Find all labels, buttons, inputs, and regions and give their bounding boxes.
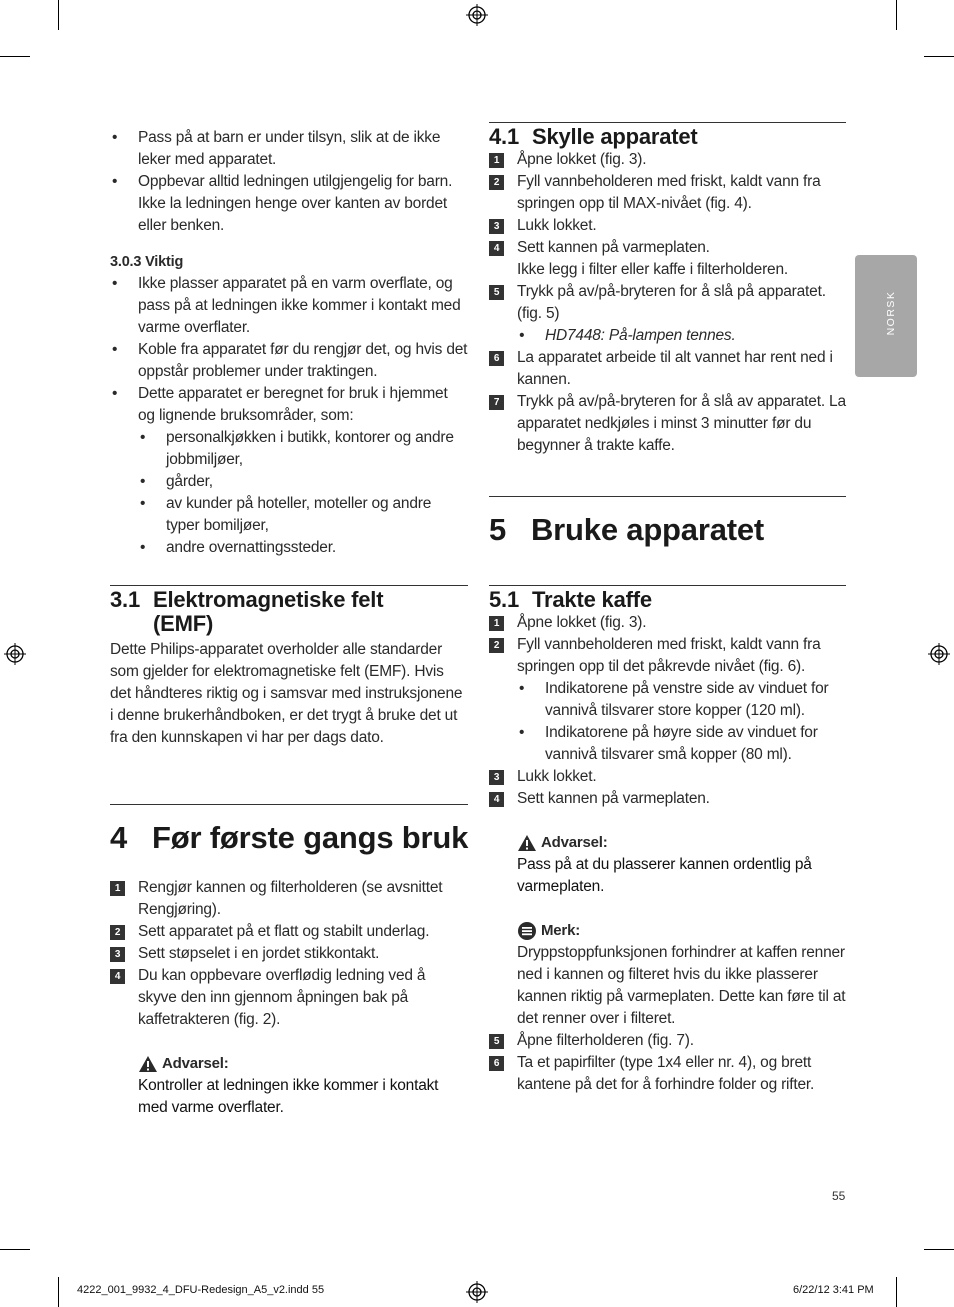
footer-file-info: 4222_001_9932_4_DFU-Redesign_A5_v2.indd 55 <box>77 1284 325 1296</box>
warning-title: Advarsel: <box>138 1053 468 1075</box>
section-rule <box>489 585 846 586</box>
footer-date: 6/22/12 3:41 PM <box>793 1284 874 1296</box>
list-item: • Dette apparatet er beregnet for bruk i hjemmet og lignende bruksområder, som: <box>110 383 468 427</box>
crop-mark <box>924 56 954 57</box>
step-note: Ikke legg i filter eller kaffe i filterholderen. <box>517 261 788 278</box>
section-4-1 <box>489 125 847 457</box>
step-item: 6 La apparatet arbeide til alt vannet har rent ned i kannen. <box>489 347 847 391</box>
list-item: • andre overnattingssteder. <box>110 537 468 559</box>
step-item: 2 Sett apparatet på et flatt og stabilt underlag. <box>110 921 468 943</box>
list-item: • av kunder på hoteller, moteller og andre typer bomiljøer, <box>110 493 468 537</box>
language-side-tab <box>855 255 917 377</box>
step-item: 4 Sett kannen på varmeplaten. Ikke legg i filter eller kaffe i filterholderen. <box>489 237 847 281</box>
section-5-1 <box>489 588 847 1096</box>
list-item: • Ikke plasser apparatet på en varm overflate, og pass på at ledningen ikke kommer i kontakt med varme overflater. <box>110 273 468 339</box>
list-item: • personalkjøkken i butikk, kontorer og andre jobbmiljøer, <box>110 427 468 471</box>
step-item: 2 Fyll vannbeholderen med friskt, kaldt vann fra springen opp til MAX-nivået (fig. 4). <box>489 171 847 215</box>
warning-text: Pass på at du plasserer kannen ordentlig på varmeplaten. <box>517 856 812 895</box>
step-item: 1 Åpne lokket (fig. 3). <box>489 149 847 171</box>
warning-icon <box>517 834 537 852</box>
step-item: 4 Du kan oppbevare overflødig ledning ved å skyve den inn gjennom åpningen bak på kaffetrakteren (fig. 2). <box>110 965 468 1031</box>
step-item: 5 Åpne filterholderen (fig. 7). <box>489 1030 847 1052</box>
section-rule <box>110 585 468 586</box>
chapter-rule <box>489 496 846 497</box>
step-item: 1 Rengjør kannen og filterholderen (se avsnittet Rengjøring). <box>110 877 468 921</box>
section-rule <box>489 122 846 123</box>
crop-mark <box>0 56 30 57</box>
emf-section <box>110 588 468 749</box>
step-item: 5 Trykk på av/på-bryteren for å slå på apparatet. (fig. 5) <box>489 281 847 325</box>
crop-mark <box>896 0 897 30</box>
warning-text: Kontroller at ledningen ikke kommer i kontakt med varme overflater. <box>138 1077 439 1116</box>
step-item: 3 Lukk lokket. <box>489 766 847 788</box>
section-number: 4.1 <box>489 124 519 149</box>
side-tab-label: NORSK <box>885 290 897 336</box>
chapter-title: Før første gangs bruk <box>152 820 469 855</box>
step-item: 2 Fyll vannbeholderen med friskt, kaldt vann fra springen opp til det påkrevde nivået (fig. 6). <box>489 634 847 678</box>
chapter-title: Bruke apparatet <box>531 512 765 547</box>
crop-mark <box>58 0 59 30</box>
note-icon <box>517 921 537 941</box>
list-item: • Indikatorene på venstre side av vinduet for vannivå tilsvarer store kopper (120 ml). <box>489 678 847 722</box>
section-title: Skylle apparatet <box>532 124 698 149</box>
section-number: 5.1 <box>489 587 519 612</box>
note-text: Dryppstoppfunksjonen forhindrer at kaffen renner ned i kannen og filteret hvis du ikke plasserer kannen riktig på varmeplaten. Dette kan føre til at det renner over i filteret. <box>517 944 846 1027</box>
step-item: 4 Sett kannen på varmeplaten. <box>489 788 847 810</box>
chapter-5 <box>489 512 847 548</box>
section-number: 3.1 <box>110 587 140 612</box>
subsection-title: 3.0.3 Viktig <box>110 254 184 270</box>
chapter-number: 4 <box>110 820 128 855</box>
crop-mark <box>896 1277 897 1307</box>
list-item: • Indikatorene på høyre side av vinduet for vannivå tilsvarer små kopper (80 ml). <box>489 722 847 766</box>
step-item: 3 Lukk lokket. <box>489 215 847 237</box>
registration-mark-icon <box>466 1281 488 1303</box>
note-title: Merk: <box>517 920 847 942</box>
crop-mark <box>58 1277 59 1307</box>
list-item: • gårder, <box>110 471 468 493</box>
section-title: Trakte kaffe <box>532 587 652 612</box>
registration-mark-icon <box>466 4 488 26</box>
left-column <box>110 127 468 559</box>
list-item: • Koble fra apparatet før du rengjør det, og hvis det oppstår problemer under traktingen. <box>110 339 468 383</box>
list-item: • Pass på at barn er under tilsyn, slik at de ikke leker med apparatet. <box>110 127 468 171</box>
warning-icon <box>138 1055 158 1073</box>
warning-title: Advarsel: <box>517 832 847 854</box>
step-item: 7 Trykk på av/på-bryteren for å slå av apparatet. La apparatet nedkjøles i minst 3 minutter før du begynner å trakte kaffe. <box>489 391 847 457</box>
step-item: 1 Åpne lokket (fig. 3). <box>489 612 847 634</box>
crop-mark <box>924 1249 954 1250</box>
section-title: Elektromagnetiske felt (EMF) <box>153 587 384 636</box>
chapter-number: 5 <box>489 512 507 547</box>
page-number: 55 <box>832 1189 846 1203</box>
crop-mark <box>0 1249 30 1250</box>
emf-paragraph: Dette Philips-apparatet overholder alle standarder som gjelder for elektromagnetiske felt (EMF). Hvis det håndteres riktig og i samsvar med instruksjonene i denne brukerhåndboken, er det trygt å bruke det ut fra den kunnskapen vi har per dags dato. <box>110 641 463 746</box>
step-item: 3 Sett støpselet i en jordet stikkontakt. <box>110 943 468 965</box>
list-item: • HD7448: På-lampen tennes. <box>489 325 847 347</box>
list-item: • Oppbevar alltid ledningen utilgjengelig for barn. Ikke la ledningen henge over kanten av bordet eller benken. <box>110 171 468 237</box>
registration-mark-icon <box>4 643 26 665</box>
chapter-4 <box>110 820 468 1119</box>
chapter-rule <box>110 804 468 805</box>
registration-mark-icon <box>928 643 950 665</box>
step-item: 6 Ta et papirfilter (type 1x4 eller nr. 4), og brett kantene på det for å forhindre folder og rifter. <box>489 1052 847 1096</box>
